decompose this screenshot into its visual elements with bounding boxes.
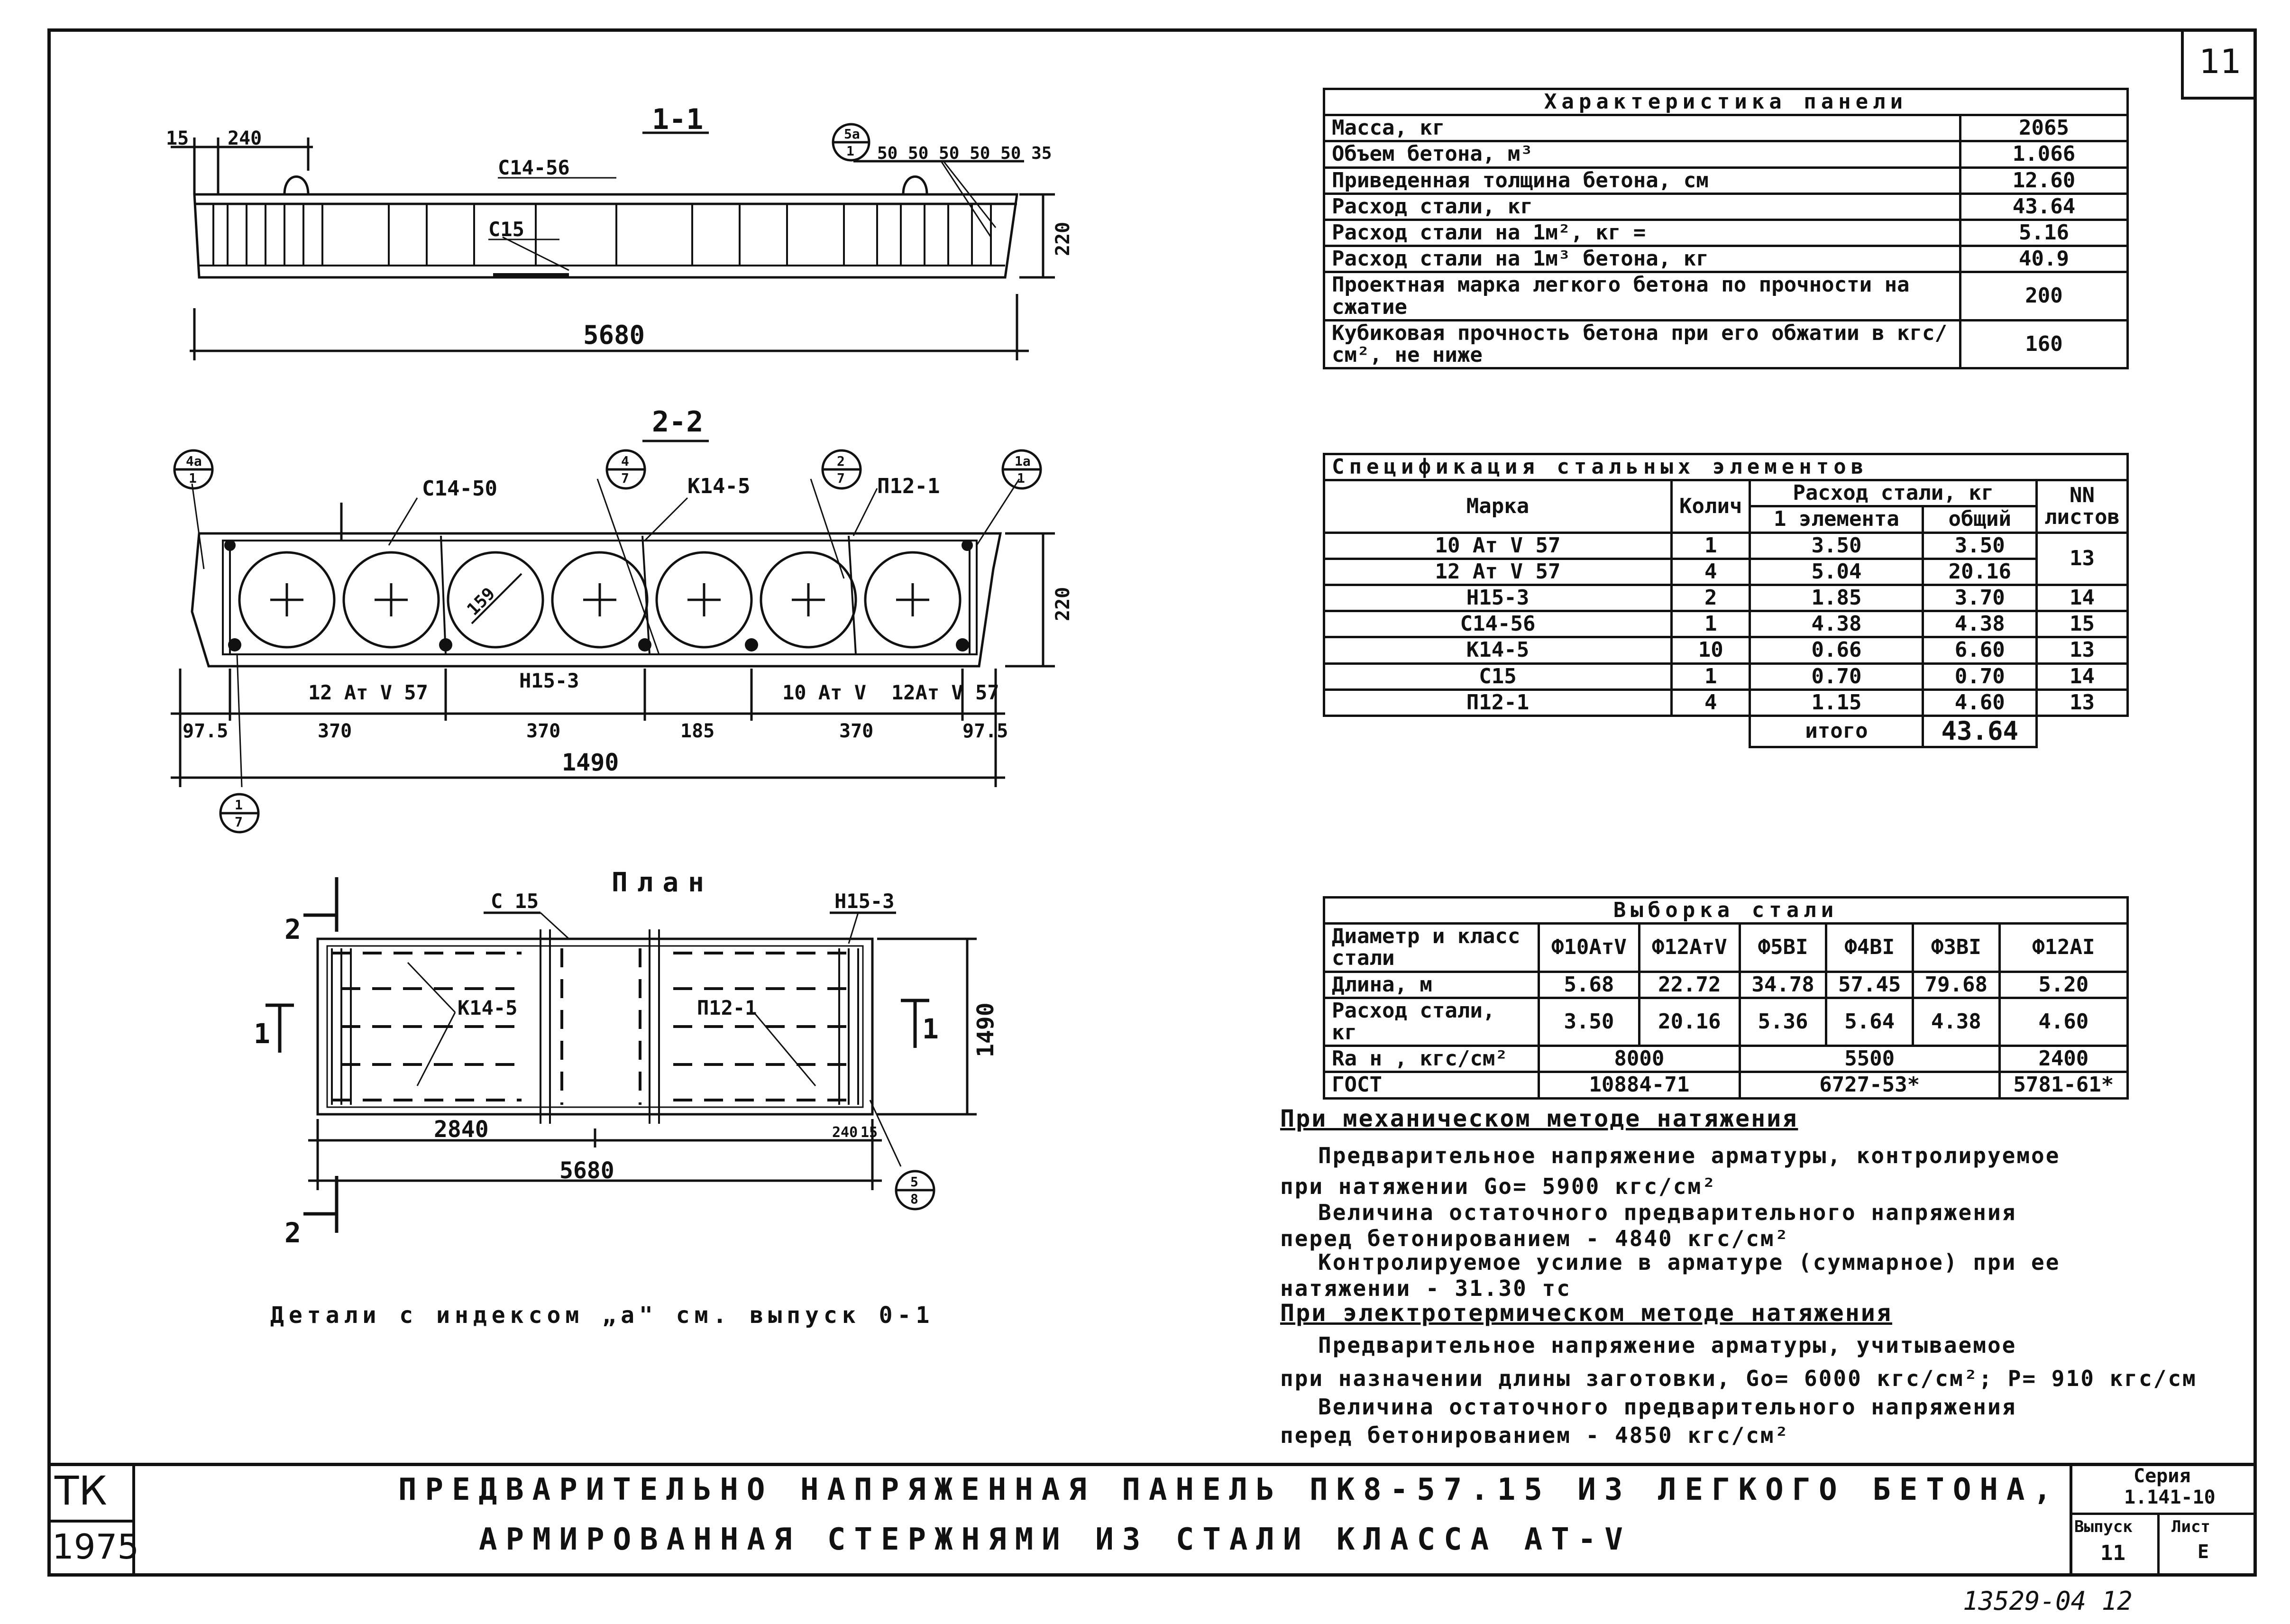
drawings-canvas	[0, 0, 1280, 1375]
table-row	[1324, 1046, 2128, 1072]
section-2-2-label-bar12b: 12Ат V 57	[891, 681, 999, 704]
archive-stamp: 13529-04 12	[1963, 1586, 2133, 1616]
electro-line: Предварительное напряжение арматуры, учитываемое	[1318, 1332, 2017, 1358]
mech-line: Предварительное напряжение арматуры, контролируемое	[1318, 1143, 2061, 1168]
title-block-divider	[47, 1463, 2257, 1466]
section-1-1-dim-b: 240	[228, 128, 262, 149]
spec-header-mark: Марка	[1324, 480, 1672, 532]
steel-consumption-label: Расход стали, кг	[1324, 998, 1539, 1046]
steel-length: 5.68	[1539, 972, 1640, 998]
section-2-2-dim-0: 97.5	[183, 720, 229, 742]
table-row	[1324, 637, 2128, 663]
spec-one: 3.50	[1750, 532, 1923, 559]
electro-method-title: При электротермическом методе натяжения	[1280, 1299, 1892, 1327]
spec-total: 4.38	[1923, 611, 2037, 637]
table-row	[1324, 1072, 2128, 1098]
mech-method-title: При механическом методе натяжения	[1280, 1105, 1798, 1132]
callout-4-top: 4	[621, 453, 629, 469]
steel-consumption: 5.36	[1740, 998, 1826, 1046]
series-value: 1.141-10	[2124, 1486, 2216, 1508]
spec-sheet: 13	[2037, 689, 2128, 716]
table-row-total	[1324, 716, 2128, 747]
table-row	[1324, 998, 2128, 1046]
callout-1a-bottom: 1	[1017, 470, 1025, 486]
steel-length: 57.45	[1826, 972, 1913, 998]
spec-qty: 10	[1672, 637, 1750, 663]
spec-total: 20.16	[1923, 559, 2037, 585]
steel-col: Ф12АтV	[1639, 924, 1740, 972]
spec-qty: 2	[1672, 585, 1750, 611]
spec-header-consumption: Расход стали, кг	[1750, 480, 2037, 506]
title-block-code: ТК	[55, 1468, 107, 1514]
table-row	[1324, 559, 2128, 585]
spec-total: 4.60	[1923, 689, 2037, 716]
issue-value: 11	[2100, 1541, 2125, 1565]
spec-one: 4.38	[1750, 611, 1923, 637]
spec-mark: К14-5	[1324, 637, 1672, 663]
char-value: 1.066	[1960, 141, 2128, 167]
section-2-2-diameter: 159	[463, 584, 499, 620]
section-2-2-dim-2: 370	[526, 720, 561, 742]
series-label: Серия	[2134, 1465, 2191, 1487]
spec-total-value: 43.64	[1923, 716, 2037, 747]
spec-qty: 4	[1672, 559, 1750, 585]
electro-line: при назначении длины заготовки, Go= 6000 кгс/см²; P= 910 кгс/см	[1280, 1366, 2197, 1391]
plan-cut-1-left: 1	[254, 1018, 270, 1050]
callout-4a-top: 4а	[186, 453, 202, 469]
steel-consumption: 4.38	[1913, 998, 2000, 1046]
spec-sheet: 15	[2037, 611, 2128, 637]
spec-mark: 10 Ат V 57	[1324, 532, 1672, 559]
spec-total-label: итого	[1750, 716, 1923, 747]
section-2-2-dim-4: 370	[839, 720, 874, 742]
section-2-2-label-p121: П12-1	[877, 474, 940, 498]
plan-label-p121: П12-1	[697, 996, 757, 1019]
callout-1a-top: 1а	[1015, 453, 1031, 469]
section-1-1-height: 220	[1052, 221, 1074, 256]
steel-col: Ф3ВI	[1913, 924, 2000, 972]
steel-consumption: 4.60	[1999, 998, 2127, 1046]
electro-line: перед бетонированием - 4850 кгс/см²	[1280, 1422, 1790, 1448]
spec-qty: 1	[1672, 663, 1750, 689]
steel-consumption: 3.50	[1539, 998, 1640, 1046]
steel-col: Ф12АI	[1999, 924, 2127, 972]
plan-cut-1-right: 1	[922, 1013, 939, 1045]
section-2-2-label-h153: Н15-3	[519, 669, 579, 692]
spec-mark: 12 Ат V 57	[1324, 559, 1672, 585]
char-value: 2065	[1960, 115, 2128, 141]
steel-ra: 2400	[1999, 1046, 2127, 1072]
char-label: Объем бетона, м³	[1324, 141, 1960, 167]
section-1-1-dim-a: 15	[166, 128, 189, 149]
mech-line: Контролируемое усилие в арматуре (суммарное) при ее	[1318, 1249, 2061, 1275]
table-row	[1324, 532, 2128, 559]
section-2-2-label-c1450: С14-50	[422, 477, 497, 501]
plan-dim-small: 240	[832, 1124, 858, 1141]
steel-length: 22.72	[1639, 972, 1740, 998]
steel-col: Ф4ВI	[1826, 924, 1913, 972]
steel-gost: 6727-53*	[1740, 1072, 1999, 1098]
char-value: 200	[1960, 272, 2128, 320]
table-row	[1324, 972, 2128, 998]
char-label: Масса, кг	[1324, 115, 1960, 141]
spec-header-sheets: NN листов	[2037, 480, 2128, 532]
spec-qty: 1	[1672, 532, 1750, 559]
callout-1-bottom: 7	[235, 814, 243, 830]
table-row	[1324, 663, 2128, 689]
char-label: Расход стали, кг	[1324, 193, 1960, 220]
plan-cut-2-top: 2	[284, 913, 301, 945]
char-value: 40.9	[1960, 246, 2128, 272]
steel-length: 34.78	[1740, 972, 1826, 998]
characteristics-table	[1323, 88, 2129, 369]
spec-total: 3.50	[1923, 532, 2037, 559]
callout-1-top: 1	[235, 797, 243, 813]
char-value: 160	[1960, 320, 2128, 368]
steel-consumption: 5.64	[1826, 998, 1913, 1046]
steel-length: 79.68	[1913, 972, 2000, 998]
section-1-1-title: 1-1	[652, 103, 704, 136]
series-divider	[2070, 1513, 2257, 1515]
steel-selection-table	[1323, 896, 2129, 1100]
spec-mark: С15	[1324, 663, 1672, 689]
section-2-2-dim-1: 370	[318, 720, 352, 742]
steel-ra: 8000	[1539, 1046, 1740, 1072]
spec-qty: 4	[1672, 689, 1750, 716]
char-label: Приведенная толщина бетона, см	[1324, 167, 1960, 193]
plan-callout-bottom: 8	[910, 1191, 918, 1207]
title-line-1: ПРЕДВАРИТЕЛЬНО НАПРЯЖЕННАЯ ПАНЕЛЬ ПК8-57.15 ИЗ ЛЕГКОГО БЕТОНА,	[398, 1472, 2060, 1507]
spec-mark: С14-56	[1324, 611, 1672, 637]
spec-sheet: 13	[2037, 637, 2128, 663]
char-label: Расход стали на 1м², кг =	[1324, 220, 1960, 246]
steel-col: Ф5ВI	[1740, 924, 1826, 972]
plan-label-c15: С 15	[491, 890, 539, 913]
specification-table	[1323, 453, 2129, 748]
specification-title: Спецификация стальных элементов	[1324, 454, 2128, 480]
electro-line: Величина остаточного предварительного напряжения	[1318, 1394, 2017, 1420]
steel-header-label: Диаметр и класс стали	[1324, 924, 1539, 972]
spec-header-qty: Колич	[1672, 480, 1750, 532]
table-row	[1324, 585, 2128, 611]
steel-gost: 5781-61*	[1999, 1072, 2127, 1098]
char-label: Кубиковая прочность бетона при его обжатии в кгс/см², не ниже	[1324, 320, 1960, 368]
section-1-1-overall: 5680	[583, 320, 645, 350]
section-1-1-callout-top: 5а	[844, 126, 860, 142]
spec-sheet: 14	[2037, 585, 2128, 611]
plan-dim-small2: 15	[861, 1124, 878, 1141]
spec-total: 0.70	[1923, 663, 2037, 689]
spec-mark: Н15-3	[1324, 585, 1672, 611]
section-1-1-label-c1456: С14-56	[498, 156, 570, 179]
spec-one: 5.04	[1750, 559, 1923, 585]
callout-4a-bottom: 1	[189, 470, 197, 486]
char-value: 43.64	[1960, 193, 2128, 220]
spec-one: 0.66	[1750, 637, 1923, 663]
section-2-2-label-bar10: 10 Ат V	[782, 681, 867, 704]
section-1-1-label-c15: С15	[488, 218, 524, 241]
issue-divider	[2157, 1513, 2160, 1577]
char-label: Расход стали на 1м³ бетона, кг	[1324, 246, 1960, 272]
title-block-code-divider	[47, 1520, 135, 1523]
details-note: Детали с индексом „а" см. выпуск 0-1	[270, 1302, 934, 1329]
plan-view	[266, 877, 977, 1233]
mech-line: при натяжении Go= 5900 кгс/см²	[1280, 1174, 1717, 1199]
mech-line: натяжении - 31.30 тс	[1280, 1275, 1571, 1301]
sheet-value: Е	[2198, 1541, 2209, 1563]
table-row	[1324, 611, 2128, 637]
section-2-2-label-bar12a: 12 Ат V 57	[308, 681, 428, 704]
char-value: 12.60	[1960, 167, 2128, 193]
plan-dim-half: 2840	[434, 1116, 489, 1143]
spec-one: 0.70	[1750, 663, 1923, 689]
steel-ra: 5500	[1740, 1046, 1999, 1072]
section-1-1-dims-right: 50 50 50 50 50 35	[877, 144, 1052, 163]
steel-selection-title: Выборка стали	[1324, 898, 2128, 924]
section-2-2-height: 220	[1052, 587, 1074, 621]
plan-dim-width: 1490	[972, 1002, 999, 1057]
steel-gost-label: ГОСТ	[1324, 1072, 1539, 1098]
section-1-1-callout-bottom: 1	[846, 143, 854, 159]
callout-4-bottom: 7	[621, 470, 629, 486]
section-2-2-overall: 1490	[562, 749, 619, 776]
steel-length-label: Длина, м	[1324, 972, 1539, 998]
issue-label: Выпуск	[2074, 1517, 2133, 1536]
steel-col: Ф10АтV	[1539, 924, 1640, 972]
spec-mark: П12-1	[1324, 689, 1672, 716]
plan-dim-overall: 5680	[559, 1157, 614, 1184]
callout-2-top: 2	[837, 453, 845, 469]
characteristics-title: Характеристика панели	[1324, 89, 2128, 115]
spec-total: 3.70	[1923, 585, 2037, 611]
plan-title: План	[612, 867, 714, 898]
sheet-label: Лист	[2171, 1517, 2210, 1536]
char-label: Проектная марка легкого бетона по прочности на сжатие	[1324, 272, 1960, 320]
spec-one: 1.15	[1750, 689, 1923, 716]
title-line-2: АРМИРОВАННАЯ СТЕРЖНЯМИ ИЗ СТАЛИ КЛАССА АТ-V	[479, 1522, 1631, 1557]
section-2-2-dim-5: 97.5	[962, 720, 1008, 742]
char-value: 5.16	[1960, 220, 2128, 246]
sheet-number-corner: 11	[2181, 28, 2257, 100]
plan-label-h153: Н15-3	[834, 890, 895, 913]
plan-callout-top: 5	[910, 1174, 918, 1190]
callout-2-bottom: 7	[837, 470, 845, 486]
table-row	[1324, 689, 2128, 716]
section-2-2-dim-3: 185	[680, 720, 715, 742]
section-2-2-label-k145: К14-5	[687, 474, 751, 498]
section-2-2-title: 2-2	[652, 405, 704, 439]
spec-total: 6.60	[1923, 637, 2037, 663]
steel-ra-label: Rа н , кгс/см²	[1324, 1046, 1539, 1072]
steel-length: 5.20	[1999, 972, 2127, 998]
spec-sheet: 13	[2037, 532, 2128, 585]
spec-header-total: общий	[1923, 506, 2037, 532]
plan-cut-2-bottom: 2	[284, 1217, 301, 1249]
spec-sheet: 14	[2037, 663, 2128, 689]
mech-line: перед бетонированием - 4840 кгс/см²	[1280, 1226, 1790, 1251]
title-block-year: 1975	[52, 1527, 139, 1567]
spec-qty: 1	[1672, 611, 1750, 637]
spec-one: 1.85	[1750, 585, 1923, 611]
steel-gost: 10884-71	[1539, 1072, 1740, 1098]
plan-label-k145: К14-5	[458, 996, 518, 1019]
mech-line: Величина остаточного предварительного напряжения	[1318, 1200, 2017, 1225]
spec-header-per-element: 1 элемента	[1750, 506, 1923, 532]
steel-consumption: 20.16	[1639, 998, 1740, 1046]
